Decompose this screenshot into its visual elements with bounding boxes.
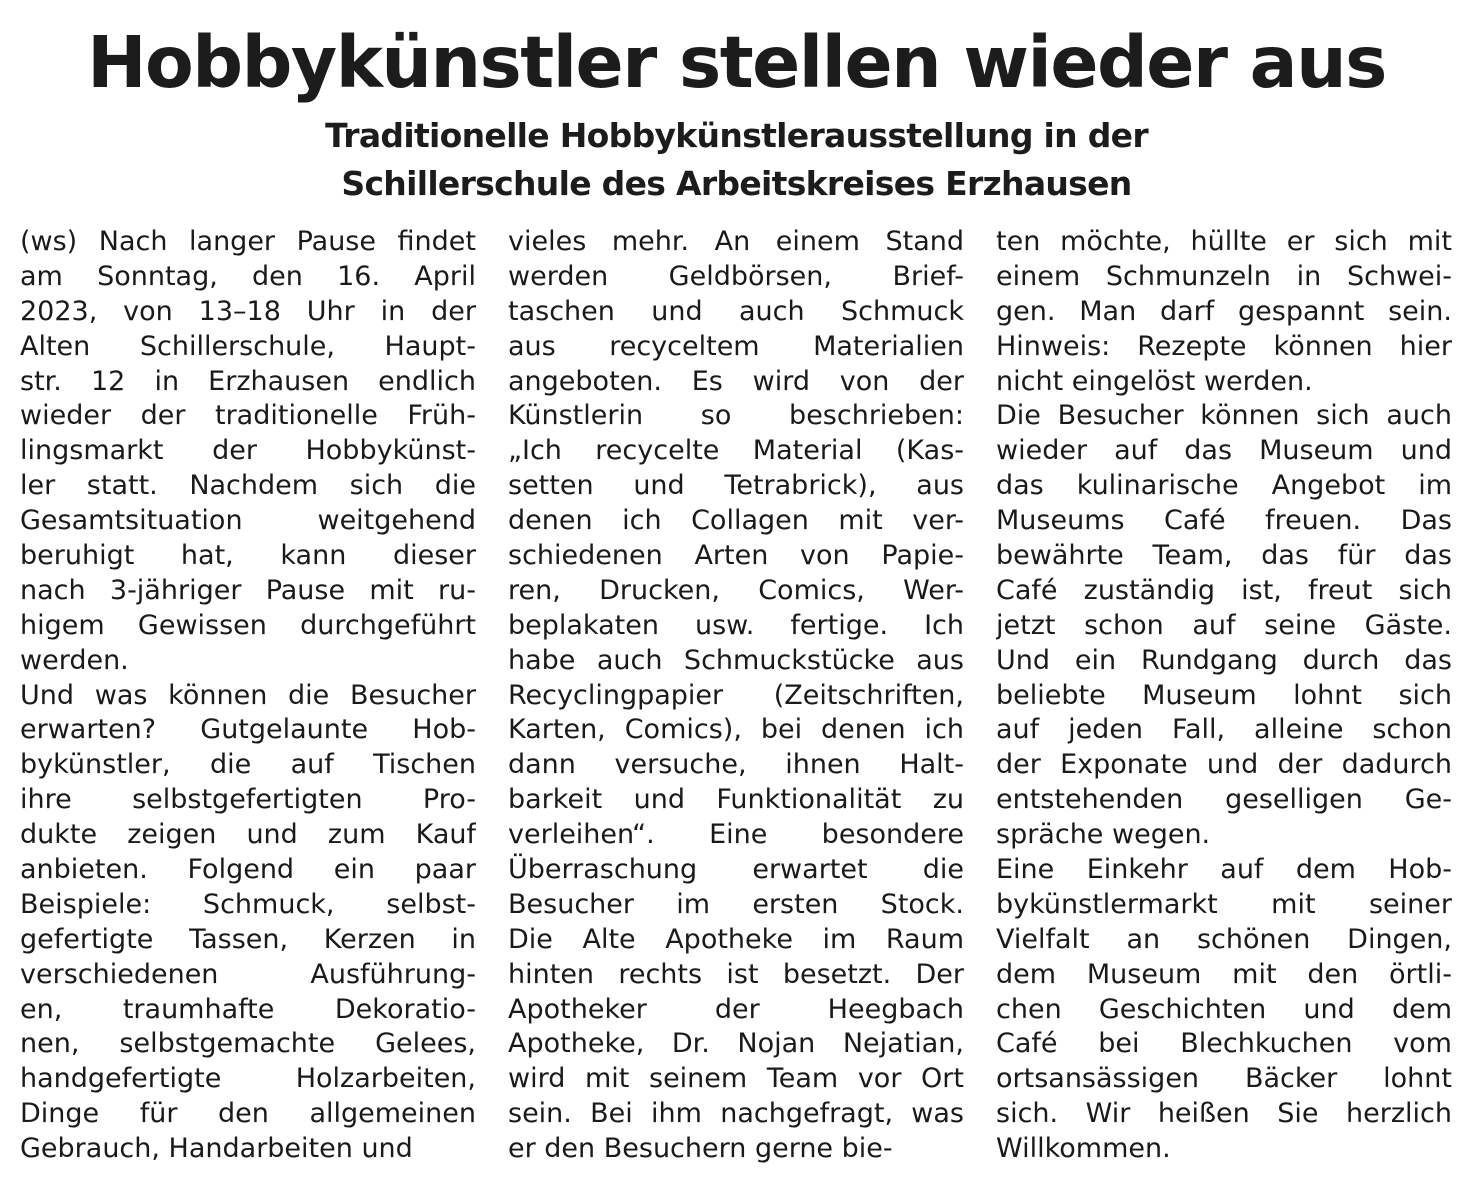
article-text-line: am Sonntag, den 16. April xyxy=(20,260,476,292)
article-subheadline-line-2: Schillerschule des Arbeitskreises Erzhausen xyxy=(341,164,1132,203)
article-text-line: Apotheker der Heegbach xyxy=(508,993,964,1025)
article-text-line: verleihen“. Eine besondere xyxy=(508,819,964,851)
article-text-line: entstehenden geselligen Ge- xyxy=(996,784,1452,816)
article-text-line: Beispiele: Schmuck, selbst- xyxy=(20,888,476,920)
article-text-line: Und was können die Besucher xyxy=(20,679,476,711)
article-text-line: barkeit und Funktionalität zu xyxy=(508,784,964,816)
article-text-line: sich. Wir heißen Sie herzlich xyxy=(996,1098,1452,1130)
article-text-line: beliebte Museum lohnt sich xyxy=(996,679,1452,711)
article-column-3 xyxy=(996,225,1452,1167)
article-text-line: Künstlerin so beschrieben: xyxy=(508,400,964,432)
article-column-1 xyxy=(20,225,476,1167)
article-text-line: erwarten? Gutgelaunte Hob- xyxy=(20,714,476,746)
article-text-line: handgefertigte Holzarbeiten, xyxy=(20,1063,476,1095)
article-text-line: Und ein Rundgang durch das xyxy=(996,644,1452,676)
article-text-line: er den Besuchern gerne bie- xyxy=(508,1133,893,1165)
article-text-line: higem Gewissen durchgeführt xyxy=(20,609,476,641)
article-text-line: werden. xyxy=(20,644,129,676)
article-text-line: habe auch Schmuckstücke aus xyxy=(508,644,964,676)
article-text-line: nach 3-jähriger Pause mit ru- xyxy=(20,574,476,606)
article-text-line: der Exponate und der dadurch xyxy=(996,749,1452,781)
article-text-line: „Ich recycelte Material (Kas- xyxy=(508,435,964,467)
article-text-line: auf jeden Fall, alleine schon xyxy=(996,714,1452,746)
article-text-line: Café zuständig ist, freut sich xyxy=(996,574,1452,606)
article-text-line: bykünstlermarkt mit seiner xyxy=(996,888,1452,920)
article-text-line: nicht eingelöst werden. xyxy=(996,365,1313,397)
article-text-line: wieder auf das Museum und xyxy=(996,435,1452,467)
article-text-line: beplakaten usw. fertige. Ich xyxy=(508,609,964,641)
article-text-line: Karten, Comics), bei denen ich xyxy=(508,714,964,746)
article-text-line: ortsansässigen Bäcker lohnt xyxy=(996,1063,1452,1095)
article-text-line: verschiedenen Ausführung- xyxy=(20,958,476,990)
article-text-line: setten und Tetrabrick), aus xyxy=(508,470,964,502)
article-text-line: dem Museum mit den örtli- xyxy=(996,958,1452,990)
article-text-line: ren, Drucken, Comics, Wer- xyxy=(508,574,964,606)
article-text-line: beruhigt hat, kann dieser xyxy=(20,540,476,572)
article-text-line: taschen und auch Schmuck xyxy=(508,295,964,327)
article-text-line: Die Alte Apotheke im Raum xyxy=(508,923,964,955)
article-text-line: jetzt schon auf seine Gäste. xyxy=(996,609,1452,641)
article-text-line: bewährte Team, das für das xyxy=(996,540,1452,572)
article-text-line: anbieten. Folgend ein paar xyxy=(20,854,476,886)
article-text-line: angeboten. Es wird von der xyxy=(508,365,964,397)
article-text-line: 2023, von 13–18 Uhr in der xyxy=(20,295,476,327)
article-text-line: Hinweis: Rezepte können hier xyxy=(996,330,1452,362)
article-text-line: Alten Schillerschule, Haupt- xyxy=(20,330,476,362)
article-text-line: str. 12 in Erzhausen endlich xyxy=(20,365,476,397)
article-text-line: wird mit seinem Team vor Ort xyxy=(508,1063,964,1095)
article-text-line: Café bei Blechkuchen vom xyxy=(996,1028,1452,1060)
article-text-line: Dinge für den allgemeinen xyxy=(20,1098,476,1130)
article-text-line: ler statt. Nachdem sich die xyxy=(20,470,476,502)
article-text-line: denen ich Collagen mit ver- xyxy=(508,505,964,537)
article-text-line: gen. Man darf gespannt sein. xyxy=(996,295,1452,327)
article-text-line: wieder der traditionelle Früh- xyxy=(20,400,476,432)
article-text-line: Museums Café freuen. Das xyxy=(996,505,1452,537)
article-headline: Hobbykünstler stellen wieder aus xyxy=(87,21,1386,104)
article-text-line: gefertigte Tassen, Kerzen in xyxy=(20,923,476,955)
article-text-line: hinten rechts ist besetzt. Der xyxy=(508,958,964,990)
article-text-line: Gebrauch, Handarbeiten und xyxy=(20,1133,413,1165)
article-text-line: ihre selbstgefertigten Pro- xyxy=(20,784,476,816)
article-text-line: Eine Einkehr auf dem Hob- xyxy=(996,854,1452,886)
article-text-line: das kulinarische Angebot im xyxy=(996,470,1452,502)
article-text-line: aus recyceltem Materialien xyxy=(508,330,964,362)
article-text-line: werden Geldbörsen, Brief- xyxy=(508,260,964,292)
article-text-line: (ws) Nach langer Pause findet xyxy=(20,226,476,257)
article-text-line: Besucher im ersten Stock. xyxy=(508,888,964,920)
article-text-line: bykünstler, die auf Tischen xyxy=(20,749,476,781)
article-text-line: en, traumhafte Dekoratio- xyxy=(20,993,476,1025)
article-column-2 xyxy=(508,225,964,1167)
article-text-line: Die Besucher können sich auch xyxy=(996,400,1452,432)
article-text-line: einem Schmunzeln in Schwei- xyxy=(996,260,1452,292)
article-text-line: Willkommen. xyxy=(996,1133,1171,1165)
article-text-line: ten möchte, hüllte er sich mit xyxy=(996,226,1452,257)
article-text-line: dukte zeigen und zum Kauf xyxy=(20,819,476,851)
article-text-line: sein. Bei ihm nachgefragt, was xyxy=(508,1098,964,1130)
article-text-line: spräche wegen. xyxy=(996,819,1211,851)
article-text-line: Recyclingpapier (Zeitschriften, xyxy=(508,679,964,711)
article-text-line: chen Geschichten und dem xyxy=(996,993,1452,1025)
article-text-line: schiedenen Arten von Papie- xyxy=(508,540,964,572)
article-text-line: Vielfalt an schönen Dingen, xyxy=(996,923,1452,955)
article-text-line: Überraschung erwartet die xyxy=(508,854,964,886)
article-text-line: nen, selbstgemachte Gelees, xyxy=(20,1028,476,1060)
article-text-line: vieles mehr. An einem Stand xyxy=(508,226,964,257)
article-text-line: Gesamtsituation weitgehend xyxy=(20,505,476,537)
article-text-line: dann versuche, ihnen Halt- xyxy=(508,749,964,781)
article-subheadline-line-1: Traditionelle Hobbykünstlerausstellung in der xyxy=(325,116,1148,155)
article-text-line: lingsmarkt der Hobbykünst- xyxy=(20,435,476,467)
article-text-line: Apotheke, Dr. Nojan Nejatian, xyxy=(508,1028,964,1060)
